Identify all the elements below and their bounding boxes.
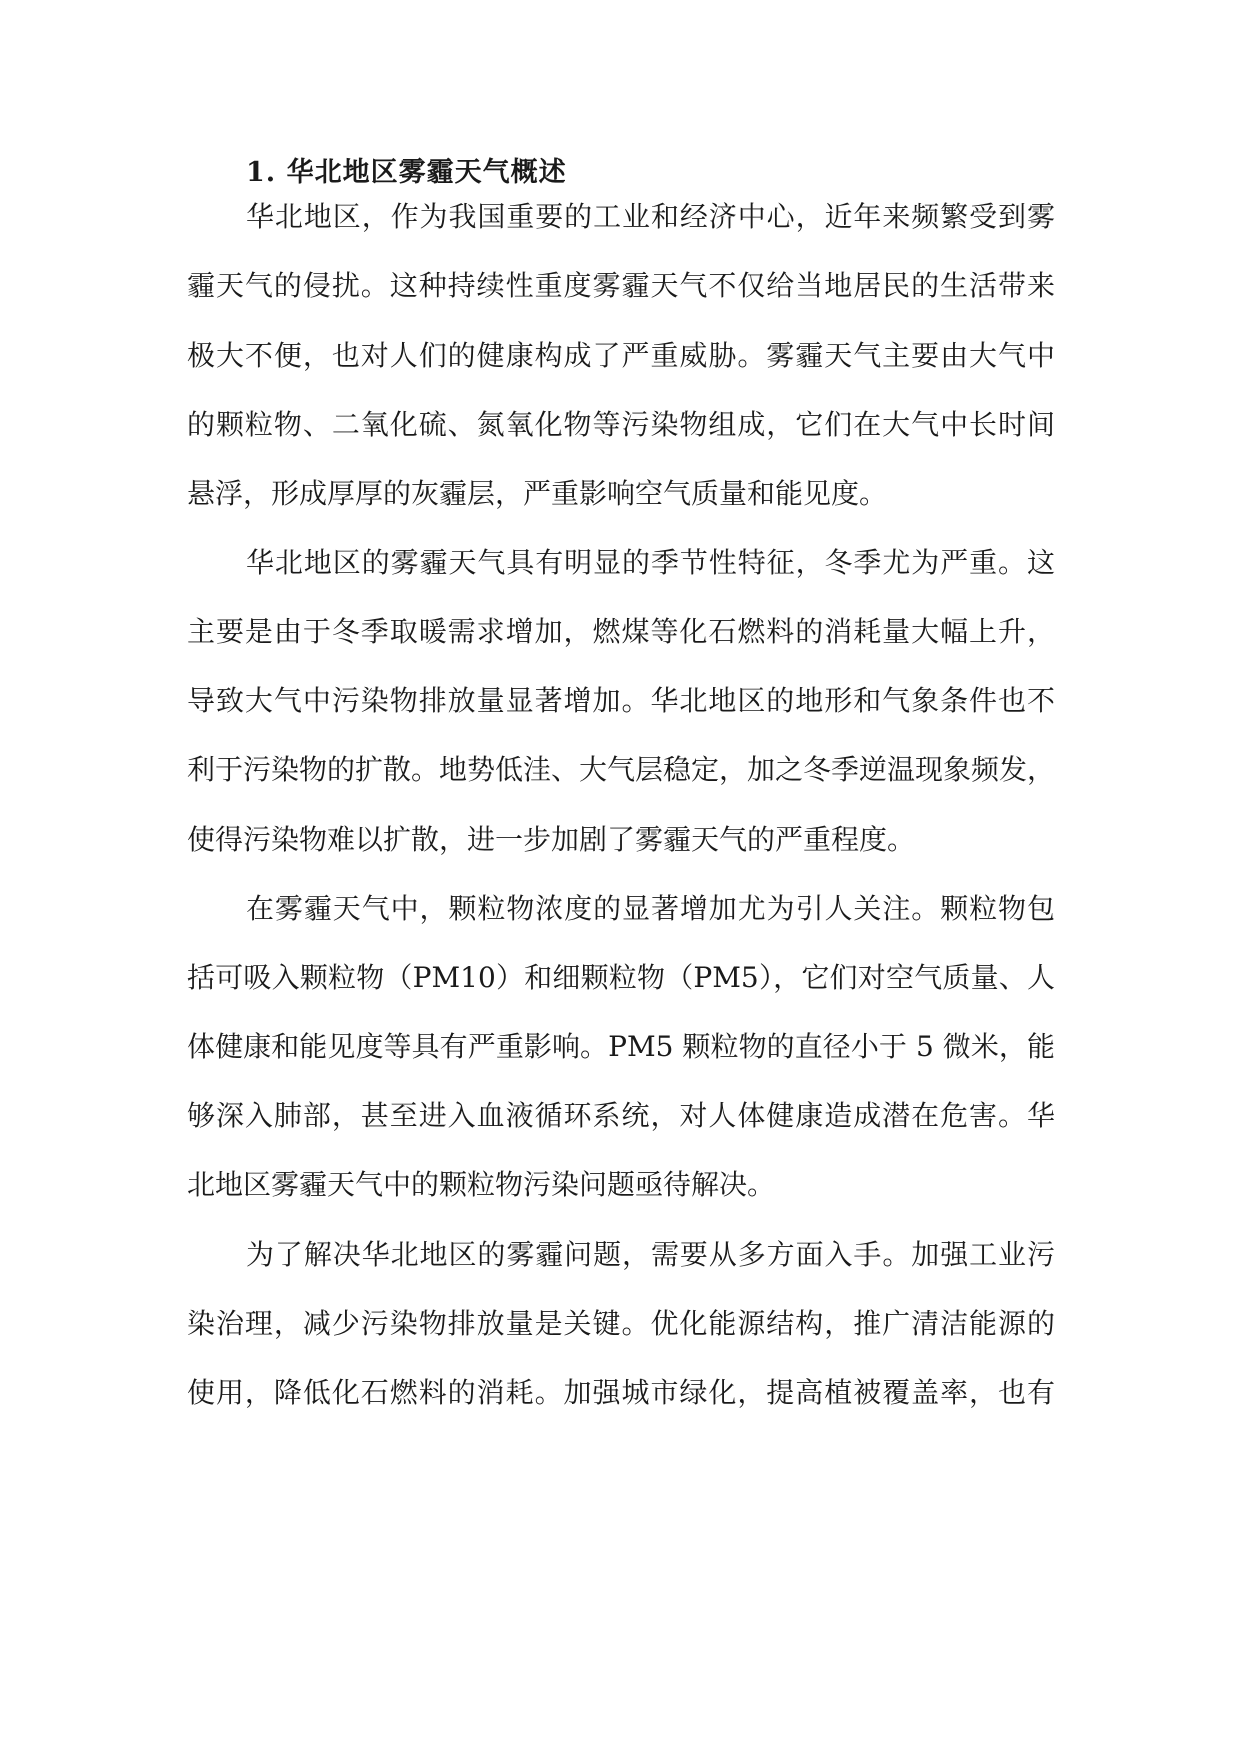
- paragraph-line: 在雾霾天气中，颗粒物浓度的显著增加尤为引人关注。颗粒物包: [246, 892, 1055, 925]
- paragraph-line: 导致大气中污染物排放量显著增加。华北地区的地形和气象条件也不: [187, 684, 1055, 717]
- paragraph-line: 霾天气的侵扰。这种持续性重度雾霾天气不仅给当地居民的生活带来: [187, 269, 1055, 302]
- paragraph-line: 悬浮，形成厚厚的灰霾层，严重影响空气质量和能见度。: [187, 477, 888, 510]
- paragraph-line: 北地区雾霾天气中的颗粒物污染问题亟待解决。: [187, 1168, 776, 1201]
- paragraph-line: 极大不便，也对人们的健康构成了严重威胁。雾霾天气主要由大气中: [187, 339, 1055, 372]
- paragraph-line: 使得污染物难以扩散，进一步加剧了雾霾天气的严重程度。: [187, 823, 916, 856]
- section-heading: 1. 华北地区雾霾天气概述: [246, 157, 567, 188]
- paragraph-line: 够深入肺部，甚至进入血液循环系统，对人体健康造成潜在危害。华: [187, 1099, 1055, 1132]
- paragraph-line: 染治理，减少污染物排放量是关键。优化能源结构，推广清洁能源的: [187, 1307, 1055, 1340]
- paragraph-line: 括可吸入颗粒物（PM10）和细颗粒物（PM5），它们对空气质量、人: [187, 961, 1055, 994]
- paragraph-line: 主要是由于冬季取暖需求增加，燃煤等化石燃料的消耗量大幅上升，: [187, 615, 1055, 648]
- paragraph-line: 体健康和能见度等具有严重影响。PM5 颗粒物的直径小于 5 微米，能: [187, 1030, 1055, 1063]
- paragraph-line: 华北地区，作为我国重要的工业和经济中心，近年来频繁受到雾: [246, 200, 1055, 233]
- paragraph-line: 为了解决华北地区的雾霾问题，需要从多方面入手。加强工业污: [246, 1238, 1055, 1271]
- paragraph-line: 的颗粒物、二氧化硫、氮氧化物等污染物组成，它们在大气中长时间: [187, 408, 1055, 441]
- paragraph-line: 利于污染物的扩散。地势低洼、大气层稳定，加之冬季逆温现象频发，: [187, 753, 1056, 786]
- paragraph-line: 华北地区的雾霾天气具有明显的季节性特征，冬季尤为严重。这: [246, 546, 1055, 579]
- paragraph-line: 使用，降低化石燃料的消耗。加强城市绿化，提高植被覆盖率，也有: [187, 1376, 1055, 1409]
